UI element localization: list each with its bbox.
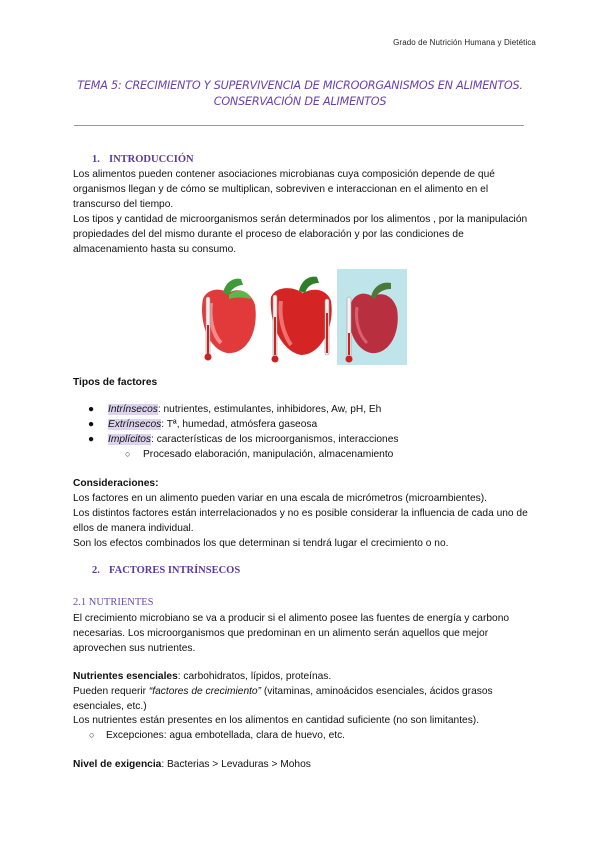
list-item: ● Implícitos: características de los microorganismos, interacciones xyxy=(88,434,399,445)
list-item: ● Intrínsecos: nutrientes, estimulantes, inhibidores, Aw, pH, Eh xyxy=(88,404,382,415)
title-line-2: CONSERVACIÓN DE ALIMENTOS xyxy=(213,95,387,108)
bullet-icon: ● xyxy=(88,404,95,415)
section-2-heading: 2. FACTORES INTRÍNSECOS xyxy=(92,565,241,576)
bullet-icon: ● xyxy=(88,434,95,445)
peppers-thermometers-image xyxy=(193,269,407,365)
list-subitem: ○ Excepciones: agua embotellada, clara de huevo, etc. xyxy=(89,730,345,741)
document-title xyxy=(60,78,540,110)
consideraciones-line-1: Los factores en un alimento pueden variar en una escala de micrómetros (microambientes). xyxy=(73,493,487,504)
intro-paragraph-1: Los alimentos pueden contener asociaciones microbianas cuya composición depende de qué organismos llegan y de cómo se multiplican, sobreviven e interaccionan en el alimento en el transcurso del tiempo. xyxy=(73,169,495,210)
consideraciones-line-2: Los distintos factores están interrelacionados y no es posible considerar la influencia de cada uno de ellos de manera individual. xyxy=(73,508,528,534)
nutrientes-esenciales-line: Nutrientes esenciales: carbohidratos, lípidos, proteínas. xyxy=(73,671,332,682)
excepciones-list xyxy=(73,728,345,743)
nutrientes-paragraph: El crecimiento microbiano se va a producir si el alimento posee las fuentes de energía y carbono necesarias. Los microorganismos que predominan en un alimento serán aquellos que mejor aprovechen sus nutrientes. xyxy=(73,613,510,654)
pepper-image-3 xyxy=(337,269,407,365)
nutrientes-presentes-line: Los nutrientes están presentes en los alimentos en cantidad suficiente (no son limitantes). xyxy=(73,715,480,726)
factores-crecimiento-line: Pueden requerir “factores de crecimiento” (vitaminas, aminoácidos esenciales, ácidos grasos esenciales, etc.) xyxy=(73,686,493,712)
nivel-exigencia-line: Nivel de exigencia: Bacterias > Levaduras > Mohos xyxy=(73,759,311,770)
section-1-heading: 1. INTRODUCCIÓN xyxy=(92,154,194,165)
consideraciones-line-3: Son los efectos combinados los que determinan si tendrá lugar el crecimiento o no. xyxy=(73,538,449,549)
consideraciones-heading: Consideraciones: xyxy=(73,478,159,489)
intro-paragraph-2: Los tipos y cantidad de microorganismos serán determinados por los alimentos , por la manipulación propiedades del del mismo durante el proceso de elaboración y por las condiciones de almacenamiento hasta su consumo. xyxy=(73,214,528,255)
factores-list xyxy=(73,402,398,462)
title-divider xyxy=(74,125,524,126)
circle-bullet-icon: ○ xyxy=(89,730,95,740)
bullet-icon: ● xyxy=(88,419,95,430)
title-line-1: TEMA 5: CRECIMIENTO Y SUPERVIVENCIA DE MICROORGANISMOS EN ALIMENTOS. xyxy=(77,79,523,92)
course-header: Grado de Nutrición Humana y Dietética xyxy=(393,38,536,47)
list-subitem: ○ Procesado elaboración, manipulación, almacenamiento xyxy=(125,449,394,460)
circle-bullet-icon: ○ xyxy=(125,449,131,459)
pepper-image-1 xyxy=(193,269,265,365)
tipos-factores-heading: Tipos de factores xyxy=(73,377,158,388)
subsection-nutrientes-heading: 2.1 NUTRIENTES xyxy=(73,597,154,608)
list-item: ● Extrínsecos: Tª, humedad, atmósfera gaseosa xyxy=(88,419,318,430)
pepper-image-2 xyxy=(265,269,337,365)
